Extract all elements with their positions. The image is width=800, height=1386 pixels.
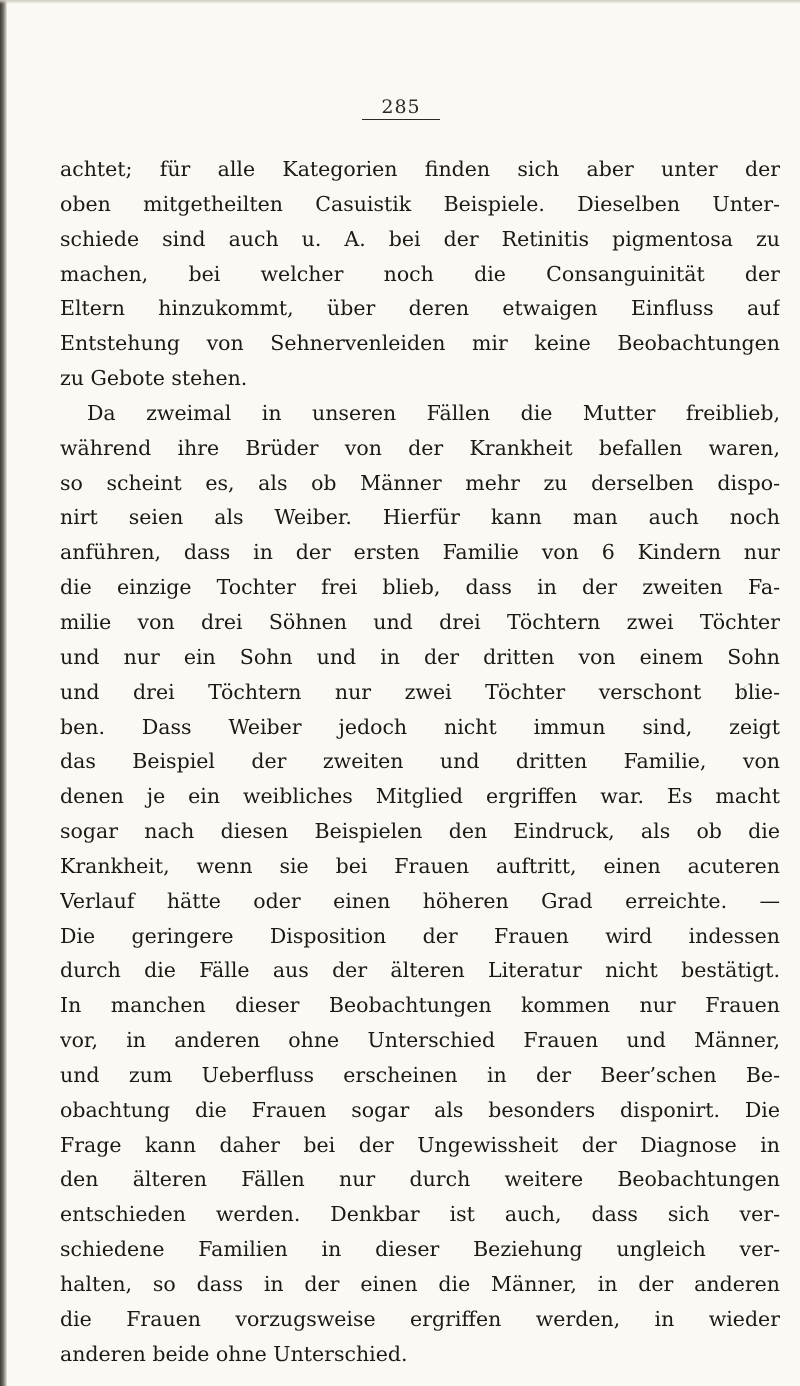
text-line: Die geringere Disposition der Frauen wird indessen	[60, 923, 780, 948]
paragraph-start-line: Da zweimal in unseren Fällen die Mutter freiblieb,	[87, 400, 780, 425]
text-line: achtet; für alle Kategorien finden sich aber unter der	[60, 157, 780, 181]
text-line: und nur ein Sohn und in der dritten von einem Sohn	[60, 644, 780, 669]
text-line: die Frauen vorzugsweise ergriffen werden, in wieder	[60, 1306, 780, 1331]
text-line: halten, so dass in der einen die Männer, in der anderen	[60, 1272, 780, 1296]
text-line: Entstehung von Sehnervenleiden mir keine Beobachtungen	[60, 331, 780, 356]
page-number: 285	[362, 95, 440, 120]
body-text	[60, 152, 780, 1372]
text-line: machen, bei welcher noch die Consanguinität der	[60, 261, 780, 286]
text-line: die einzige Tochter frei blieb, dass in der zweiten Fa-	[60, 575, 780, 600]
text-line: In manchen dieser Beobachtungen kommen nur Frauen	[60, 993, 780, 1018]
page-binding-edge	[0, 0, 7, 1386]
text-line: obachtung die Frauen sogar als besonders disponirt. Die	[60, 1097, 780, 1122]
text-line: den älteren Fällen nur durch weitere Beobachtungen	[60, 1167, 780, 1192]
text-line: während ihre Brüder von der Krankheit befallen waren,	[60, 435, 780, 460]
text-line: Frage kann daher bei der Ungewissheit der Diagnose in	[60, 1132, 780, 1157]
text-line: anführen, dass in der ersten Familie von 6 Kindern nur	[60, 540, 780, 565]
text-line: milie von drei Söhnen und drei Töchtern zwei Töchter	[60, 609, 780, 634]
text-line: Krankheit, wenn sie bei Frauen auftritt, einen acuteren	[60, 853, 780, 878]
text-line: entschieden werden. Denkbar ist auch, dass sich ver-	[60, 1202, 780, 1227]
text-line: so scheint es, als ob Männer mehr zu derselben dispo-	[60, 470, 780, 495]
text-line: schiede sind auch u. A. bei der Retinitis pigmentosa zu	[60, 226, 780, 251]
page-top-edge	[0, 0, 800, 4]
text-line: schiedene Familien in dieser Beziehung ungleich ver-	[60, 1237, 780, 1262]
text-line: denen je ein weibliches Mitglied ergriffen war. Es macht	[60, 784, 780, 809]
text-line: ben. Dass Weiber jedoch nicht immun sind, zeigt	[60, 714, 780, 739]
text-line: sogar nach diesen Beispielen den Eindruck, als ob die	[60, 819, 780, 844]
text-line: nirt seien als Weiber. Hierfür kann man auch noch	[60, 505, 780, 530]
text-line: anderen beide ohne Unterschied.	[60, 1341, 408, 1366]
text-line: und zum Ueberfluss erscheinen in der Beer’schen Be-	[60, 1062, 780, 1087]
text-line: das Beispiel der zweiten und dritten Familie, von	[60, 749, 780, 774]
text-line: und drei Töchtern nur zwei Töchter verschont blie-	[60, 679, 780, 704]
text-line: vor, in anderen ohne Unterschied Frauen und Männer,	[60, 1028, 780, 1053]
text-line: Verlauf hätte oder einen höheren Grad erreichte. —	[60, 888, 780, 913]
text-line: zu Gebote stehen.	[60, 366, 248, 391]
text-line: oben mitgetheilten Casuistik Beispiele. Dieselben Unter-	[60, 191, 780, 216]
text-line: Eltern hinzukommt, über deren etwaigen Einfluss auf	[60, 296, 780, 321]
text-line: durch die Fälle aus der älteren Literatur nicht bestätigt.	[60, 958, 780, 983]
